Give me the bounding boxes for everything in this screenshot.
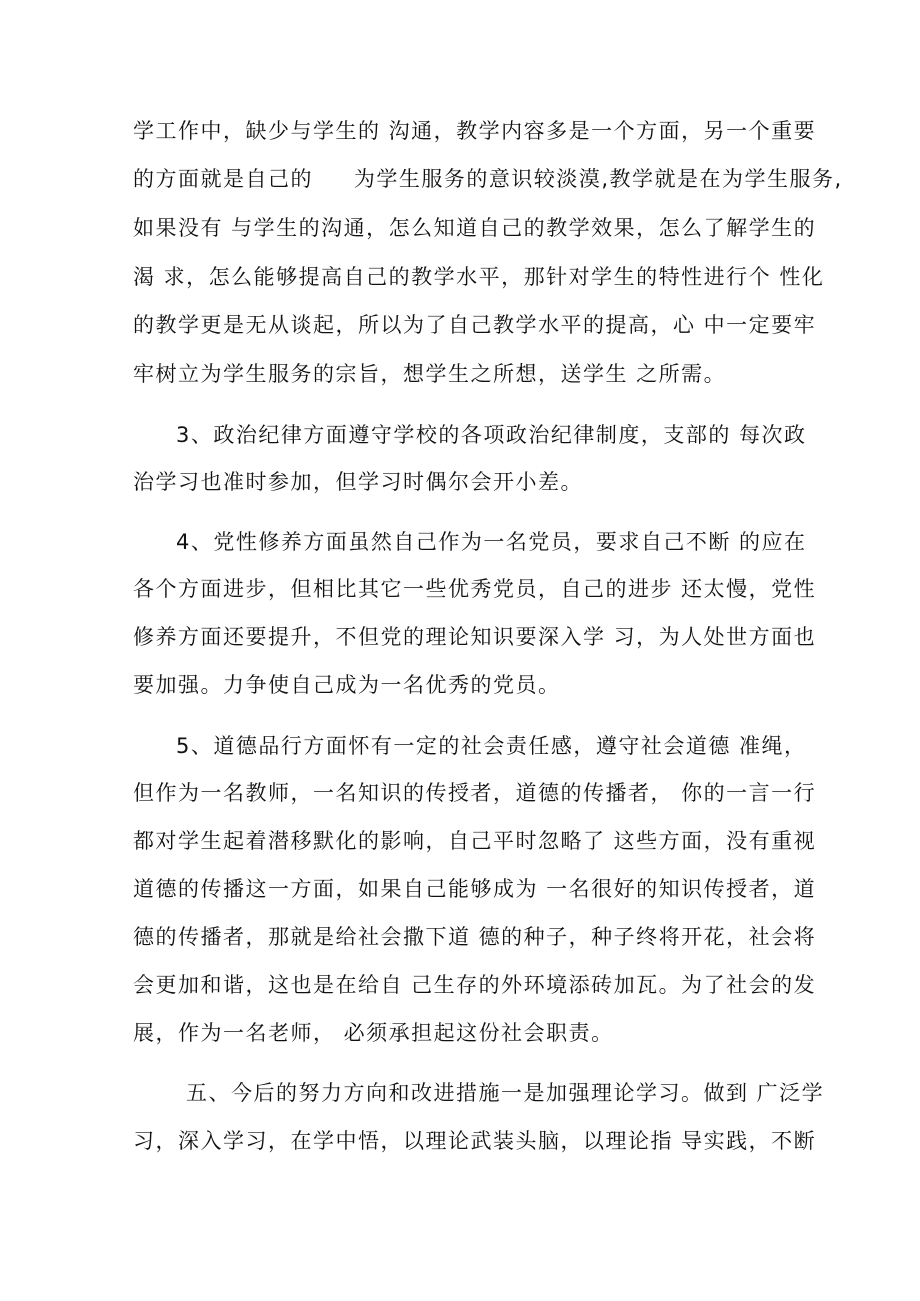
text-line: 的方面就是自己的 为学生服务的意识较淡漠,教学就是在为学生服务, — [133, 167, 843, 191]
text-line: 都对学生起着潜移默化的影响，自己平时忽略了 这些方面，没有重视 — [133, 829, 817, 853]
text-line: 5、道德品行方面怀有一定的社会责任感，遵守社会道德 准绳， — [176, 734, 807, 758]
text-line: 但作为一名教师，一名知识的传授者，道德的传播者， 你的一言一行 — [133, 781, 817, 805]
text-line: 的教学更是无从谈起，所以为了自己教学水平的提高，心 中一定要牢 — [133, 313, 817, 337]
text-line: 学工作中，缺少与学生的 沟通，教学内容多是一个方面，另一个重要 — [133, 119, 817, 143]
text-line: 德的传播者，那就是给社会撒下道 德的种子，种子终将开花，社会将 — [133, 925, 817, 949]
text-line: 要加强。力争使自己成为一名优秀的党员。 — [133, 673, 561, 697]
text-line: 展，作为一名老师， 必须承担起这份社会职责。 — [133, 1021, 614, 1045]
text-line: 会更加和谐，这也是在给自 己生存的外环境添砖加瓦。为了社会的发 — [133, 973, 817, 997]
text-line: 各个方面进步，但相比其它一些优秀党员，自己的进步 还太慢，党性 — [133, 577, 817, 601]
text-line: 修养方面还要提升，不但党的理论知识要深入学 习，为人处世方面也 — [133, 625, 817, 649]
text-line: 治学习也准时参加，但学习时偶尔会开小差。 — [133, 470, 583, 494]
text-line: 如果没有 与学生的沟通，怎么知道自己的教学效果，怎么了解学生的 — [133, 216, 817, 240]
text-line: 五、今后的努力方向和改进措施一是加强理论学习。做到 广泛学 — [186, 1081, 825, 1105]
text-line: 4、党性修养方面虽然自己作为一名党员，要求自己不断 的应在 — [176, 530, 807, 554]
text-line: 3、政治纪律方面遵守学校的各项政治纪律制度，支部的 每次政 — [176, 423, 807, 447]
text-line: 渴 求，怎么能够提高自己的教学水平，那针对学生的特性进行个 性化 — [133, 265, 825, 289]
text-line: 习，深入学习，在学中悟，以理论武装头脑，以理论指 导实践，不断 — [133, 1129, 817, 1153]
text-line: 牢树立为学生服务的宗旨，想学生之所想，送学生 之所需。 — [133, 362, 727, 386]
text-line: 道德的传播这一方面，如果自己能够成为 一名很好的知识传授者，道 — [133, 877, 817, 901]
